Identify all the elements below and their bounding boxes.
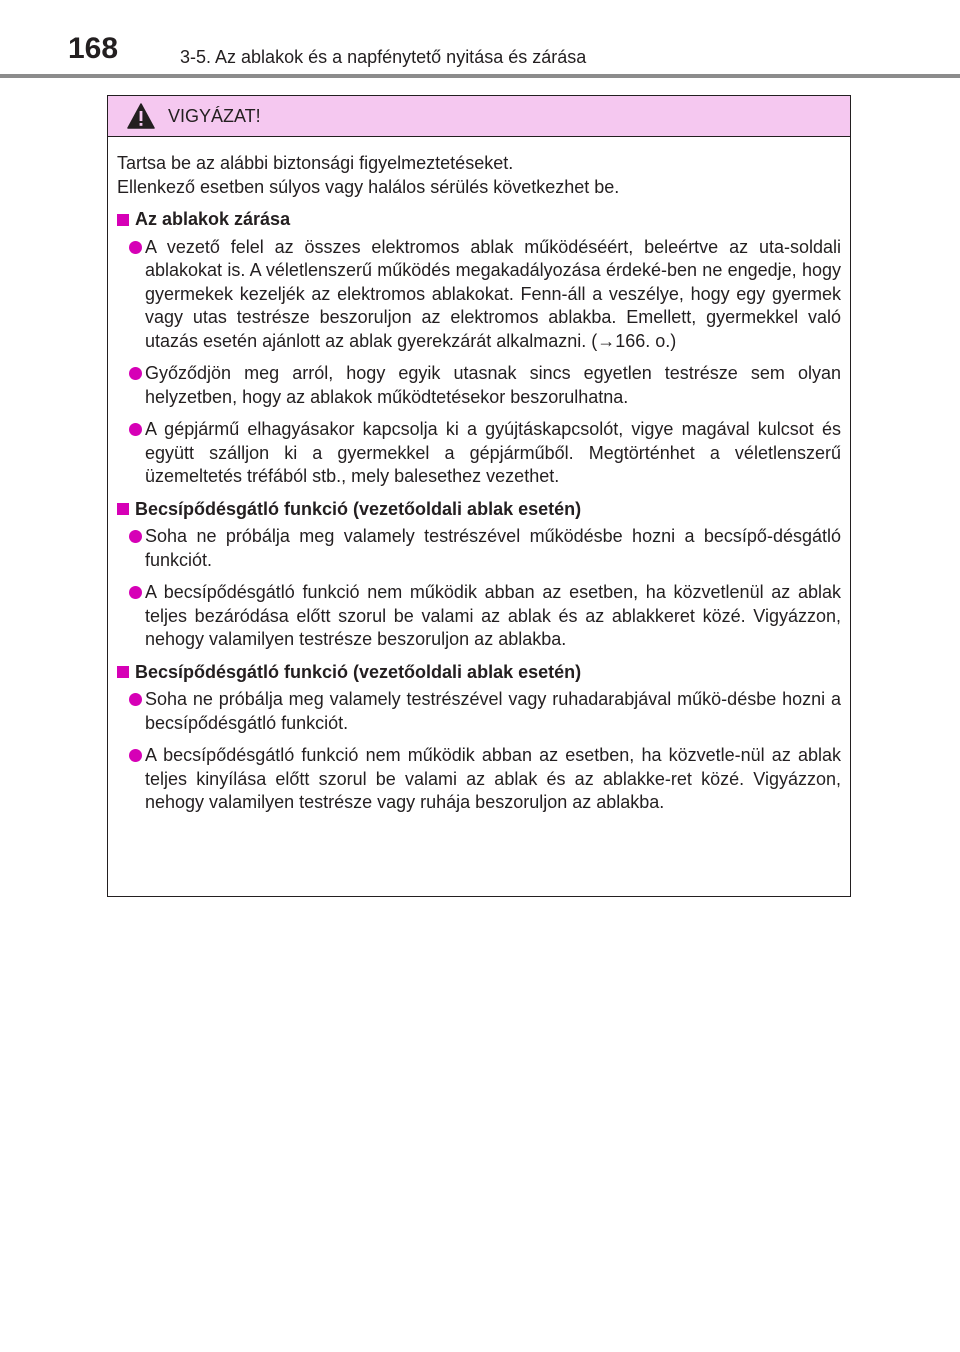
bullet-item <box>117 236 841 354</box>
section-heading <box>117 498 841 522</box>
bullet-item <box>117 418 841 489</box>
header-divider <box>0 74 960 78</box>
caution-section <box>117 498 841 652</box>
round-bullet-icon <box>129 586 142 599</box>
bullet-text: A vezető felel az összes elektromos ablak működéséért, beleértve az uta-soldali ablakokat is. A véletlenszerű működés megakadályozása érdeké-ben ne engedje, hogy gyermekek kezeljék az elektromos ablakokat. Fenn-áll a veszélye, hogy egy gyermek vagy utas testrésze beszoruljon az elektromos ablakba. Emellett, gyermekkel való utazás esetén ajánlott az ablak gyerekzárát alkalmazni. (→166. o.) <box>145 236 841 351</box>
bullet-text: Soha ne próbálja meg valamely testrészével vagy ruhadarabjával műkö-désbe hozni a becsípődésgátló funkciót. <box>145 689 841 733</box>
section-heading-text: Becsípődésgátló funkció (vezetőoldali ablak esetén) <box>135 498 582 519</box>
square-bullet-icon <box>117 503 129 515</box>
caution-intro <box>117 152 841 199</box>
intro-line: Tartsa be az alábbi biztonsági figyelmeztetéseket. <box>117 153 514 173</box>
caution-body <box>117 152 841 824</box>
intro-line: Ellenkező esetben súlyos vagy halálos sérülés következhet be. <box>117 176 620 197</box>
warning-triangle-icon <box>127 103 155 129</box>
bullet-text: A gépjármű elhagyásakor kapcsolja ki a gyújtáskapcsolót, vigye magával kulcsot és együtt szálljon ki a gyermekkel a gépjárműből. Megtörténhet a véletlenszerű üzemeltetés tréfából stb., mely balesethez vezethet. <box>145 419 841 486</box>
square-bullet-icon <box>117 214 129 226</box>
caution-header <box>108 96 850 137</box>
page-header <box>0 0 960 78</box>
bullet-item <box>117 525 841 572</box>
section-heading-text: Az ablakok zárása <box>135 209 291 229</box>
page-number: 168 <box>68 32 119 65</box>
section-title: 3-5. Az ablakok és a napfénytető nyitása és zárása <box>180 47 587 67</box>
caution-title: VIGYÁZAT! <box>168 106 261 126</box>
bullet-item <box>117 688 841 735</box>
round-bullet-icon <box>129 367 142 380</box>
bullet-item <box>117 744 841 815</box>
section-heading <box>117 661 841 685</box>
square-bullet-icon <box>117 666 129 678</box>
bullet-item <box>117 581 841 652</box>
section-heading <box>117 208 841 232</box>
bullet-item <box>117 362 841 409</box>
round-bullet-icon <box>129 530 142 543</box>
section-heading-text: Becsípődésgátló funkció (vezetőoldali ablak esetén) <box>135 661 582 682</box>
caution-section <box>117 208 841 489</box>
bullet-text: A becsípődésgátló funkció nem működik abban az esetben, ha közvetlenül az ablak teljes bezáródása előtt szorul be valami az ablak és az ablakkeret közé. Vigyázzon, nehogy valamilyen testrésze beszoruljon az ablakba. <box>145 582 841 649</box>
round-bullet-icon <box>129 423 142 436</box>
bullet-text: Soha ne próbálja meg valamely testrészével működésbe hozni a becsípő-désgátló funkciót. <box>145 526 841 570</box>
bullet-text: Győződjön meg arról, hogy egyik utasnak sincs egyetlen testrésze sem olyan helyzetben, hogy az ablakok működtetésekor beszorulhatna. <box>145 363 841 407</box>
round-bullet-icon <box>129 241 142 254</box>
caution-box <box>107 95 851 897</box>
bullet-text: A becsípődésgátló funkció nem működik abban az esetben, ha közvetle-nül az ablak teljes kinyílása előtt szorul be valami az ablak és az ablakke-ret közé. Vigyázzon, nehogy valamilyen testrésze vagy ruhája beszoruljon az ablakba. <box>145 745 841 812</box>
round-bullet-icon <box>129 749 142 762</box>
caution-section <box>117 661 841 815</box>
round-bullet-icon <box>129 693 142 706</box>
